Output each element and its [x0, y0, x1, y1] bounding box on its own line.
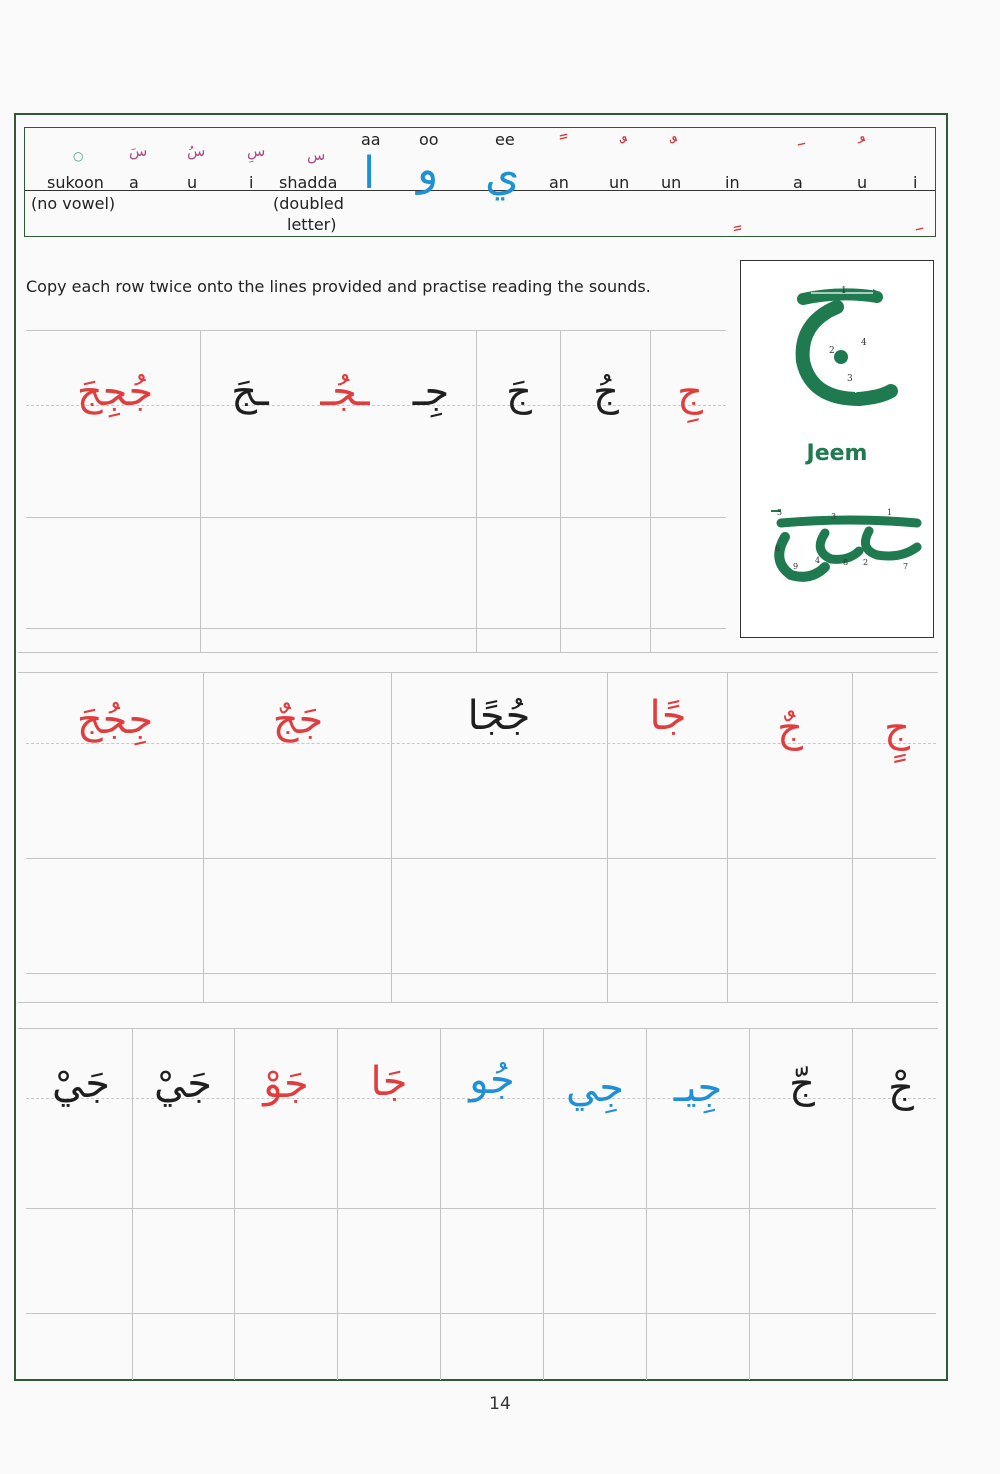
svg-text:3: 3 — [831, 512, 837, 521]
vowel-legend — [24, 127, 936, 237]
svg-text:1: 1 — [887, 508, 893, 517]
sukoon-label: sukoon — [47, 173, 104, 192]
row2-top-line — [18, 672, 938, 673]
instruction-text: Copy each row twice onto the lines provided and practise reading the sounds. — [26, 277, 651, 296]
u-label-1: u — [187, 173, 198, 192]
row1-example: جُ — [593, 369, 619, 415]
svg-text:1: 1 — [841, 286, 847, 296]
letter-info-box — [740, 260, 934, 638]
row3-divider — [337, 1028, 338, 1380]
row2-example: جِجُجَ — [76, 697, 154, 743]
row2-divider — [203, 672, 204, 1002]
svg-text:9: 9 — [793, 562, 799, 571]
row3-divider — [749, 1028, 750, 1380]
row1-top-line — [26, 330, 726, 331]
svg-text:5: 5 — [777, 508, 783, 517]
row2-example: جٍ — [884, 705, 910, 751]
jeem-joined-stroke-diagram — [741, 261, 931, 631]
un-label-2: un — [661, 173, 682, 192]
row1-divider — [560, 330, 561, 652]
row2-bottom-line — [18, 1002, 938, 1003]
row3-example: جَا — [370, 1059, 408, 1105]
an-label: an — [549, 173, 569, 192]
long-a-glyph: ا — [363, 148, 376, 199]
svg-text:6: 6 — [775, 544, 781, 553]
row3-divider — [132, 1028, 133, 1380]
row3-example: جَيْ — [153, 1061, 213, 1107]
svg-text:3: 3 — [847, 374, 853, 384]
row1-divider — [200, 330, 201, 652]
row1-example: جُجِجَ — [76, 369, 154, 415]
row1-example: جِـ — [412, 369, 450, 415]
svg-text:7: 7 — [903, 562, 909, 571]
fatha-example: سَ — [129, 142, 148, 160]
kasra-example: سِ — [247, 142, 266, 160]
row3-example: جَوْ — [263, 1061, 309, 1107]
row2-example: جَجٌ — [272, 697, 324, 743]
row3-example: جْ — [888, 1065, 914, 1111]
row3-example: جِي — [565, 1065, 625, 1111]
svg-text:2: 2 — [863, 558, 869, 567]
row2-example: جٌ — [777, 705, 803, 751]
in-label: in — [725, 173, 740, 192]
row1-example: ـجَ — [231, 369, 269, 415]
a-label-2: a — [793, 173, 803, 192]
row2-example: جُجًا — [467, 693, 531, 739]
row3-divider — [852, 1028, 853, 1380]
i-label-1: i — [249, 173, 254, 192]
oo-label: oo — [419, 130, 439, 149]
a-label-1: a — [129, 173, 139, 192]
un-label-1: un — [609, 173, 630, 192]
i-label-2: i — [913, 173, 918, 192]
row3-divider — [234, 1028, 235, 1380]
svg-text:4: 4 — [861, 338, 867, 348]
ee-label: ee — [495, 130, 515, 149]
row2-divider — [727, 672, 728, 1002]
row3-example: جُو — [469, 1057, 515, 1103]
row1-example: جَ — [506, 369, 532, 415]
long-u-glyph: و — [417, 144, 439, 195]
row2-divider — [607, 672, 608, 1002]
doubled-label: (doubled — [273, 194, 344, 213]
svg-text:8: 8 — [843, 558, 849, 567]
svg-text:4: 4 — [815, 556, 821, 565]
row1-practice-line-1 — [26, 517, 726, 518]
row2-example: جًا — [649, 693, 687, 739]
shadda-example: س — [307, 146, 326, 164]
row1-bottom-line — [18, 652, 938, 653]
row1-example: جِ — [677, 369, 703, 415]
row3-practice-line-2 — [26, 1313, 936, 1314]
u-label-2: u — [857, 173, 868, 192]
page-number: 14 — [489, 1394, 511, 1414]
row1-example: ـجُـ — [320, 369, 370, 415]
row3-example: جِيـ — [673, 1065, 723, 1111]
row3-example: جَيْ — [51, 1061, 111, 1107]
row2-divider — [391, 672, 392, 1002]
row2-practice-line-1 — [26, 858, 936, 859]
row3-divider — [543, 1028, 544, 1380]
row2-divider — [852, 672, 853, 1002]
row2-practice-line-2 — [26, 973, 936, 974]
row3-example: جّ — [789, 1061, 815, 1107]
letter-label: letter) — [287, 215, 337, 234]
no-vowel-label: (no vowel) — [31, 194, 116, 213]
damma-example: سُ — [187, 142, 206, 160]
aa-label: aa — [361, 130, 381, 149]
svg-text:2: 2 — [829, 346, 835, 356]
row3-top-line — [18, 1028, 938, 1029]
row3-practice-line-1 — [26, 1208, 936, 1209]
shadda-label: shadda — [279, 173, 338, 192]
sukoon-mark: ○ — [73, 149, 84, 163]
row3-divider — [646, 1028, 647, 1380]
row3-divider — [440, 1028, 441, 1380]
row1-practice-line-2 — [26, 628, 726, 629]
letter-name: Jeem — [806, 441, 868, 466]
long-i-glyph: ي — [485, 150, 520, 201]
row1-divider — [476, 330, 477, 652]
